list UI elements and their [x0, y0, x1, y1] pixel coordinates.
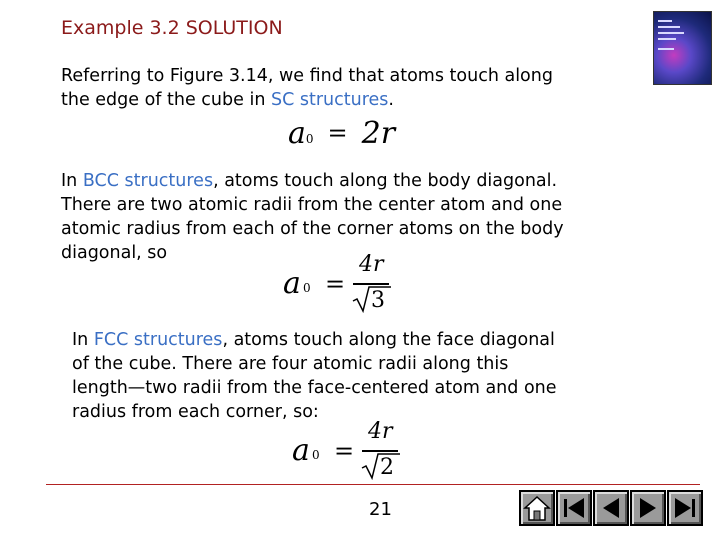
footer-divider [46, 484, 700, 485]
next-page-button[interactable] [630, 490, 666, 526]
eq-sc-sub: 0 [305, 132, 314, 146]
bcc-structures-link[interactable]: BCC structures [82, 171, 214, 191]
fcc-structures-link[interactable]: FCC structures [93, 330, 223, 350]
eq-sc-rhs: 2r [361, 115, 396, 151]
eq-fcc-lhs: a [292, 433, 310, 468]
eq-fcc-numerator: 4r [368, 419, 393, 444]
eq-fcc-equals: = [334, 437, 355, 465]
eq-bcc-sub: 0 [303, 281, 311, 295]
paragraph-sc-end: . [388, 90, 394, 110]
paragraph-bcc-text: , atoms touch along the body diagonal. There are two atomic radii from the center atom and one atomic radius from each of the corner atoms on the body diagonal, so [61, 171, 564, 263]
paragraph-sc-text: Referring to Figure 3.14, we find that atoms touch along the edge of the cube in [61, 66, 553, 110]
eq-bcc-denominator: 3 [371, 288, 385, 313]
first-page-button[interactable] [556, 490, 592, 526]
paragraph-bcc-start: In [61, 171, 83, 191]
paragraph-bcc [61, 169, 564, 265]
equation-fcc [292, 419, 402, 481]
eq-fcc-sub: 0 [312, 448, 320, 462]
eq-bcc-equals: = [325, 270, 346, 298]
last-page-button[interactable] [667, 490, 703, 526]
slide-title: Example 3.2 SOLUTION [61, 17, 283, 39]
home-button[interactable] [519, 490, 555, 526]
home-icon [521, 492, 553, 524]
eq-fcc-denominator: 2 [380, 455, 394, 480]
first-page-icon [558, 492, 590, 524]
paragraph-fcc [72, 328, 557, 424]
eq-sc-equals: = [327, 119, 348, 147]
paragraph-fcc-start: In [72, 330, 94, 350]
next-page-icon [632, 492, 664, 524]
sc-structures-link[interactable]: SC structures [270, 90, 389, 110]
equation-bcc [283, 252, 393, 314]
paragraph-sc [61, 64, 553, 112]
eq-bcc-lhs: a [283, 266, 301, 301]
paragraph-fcc-text: , atoms touch along the face diagonal of the cube. There are four atomic radii along this length—two radii from the face-centered atom and one radius from each corner, so: [72, 330, 557, 422]
book-cover-thumbnail [653, 11, 712, 85]
prev-page-button[interactable] [593, 490, 629, 526]
eq-bcc-numerator: 4r [359, 252, 384, 277]
eq-sc-lhs: a [288, 115, 306, 151]
equation-sc [288, 113, 395, 153]
page-number: 21 [369, 499, 392, 520]
last-page-icon [669, 492, 701, 524]
prev-page-icon [595, 492, 627, 524]
